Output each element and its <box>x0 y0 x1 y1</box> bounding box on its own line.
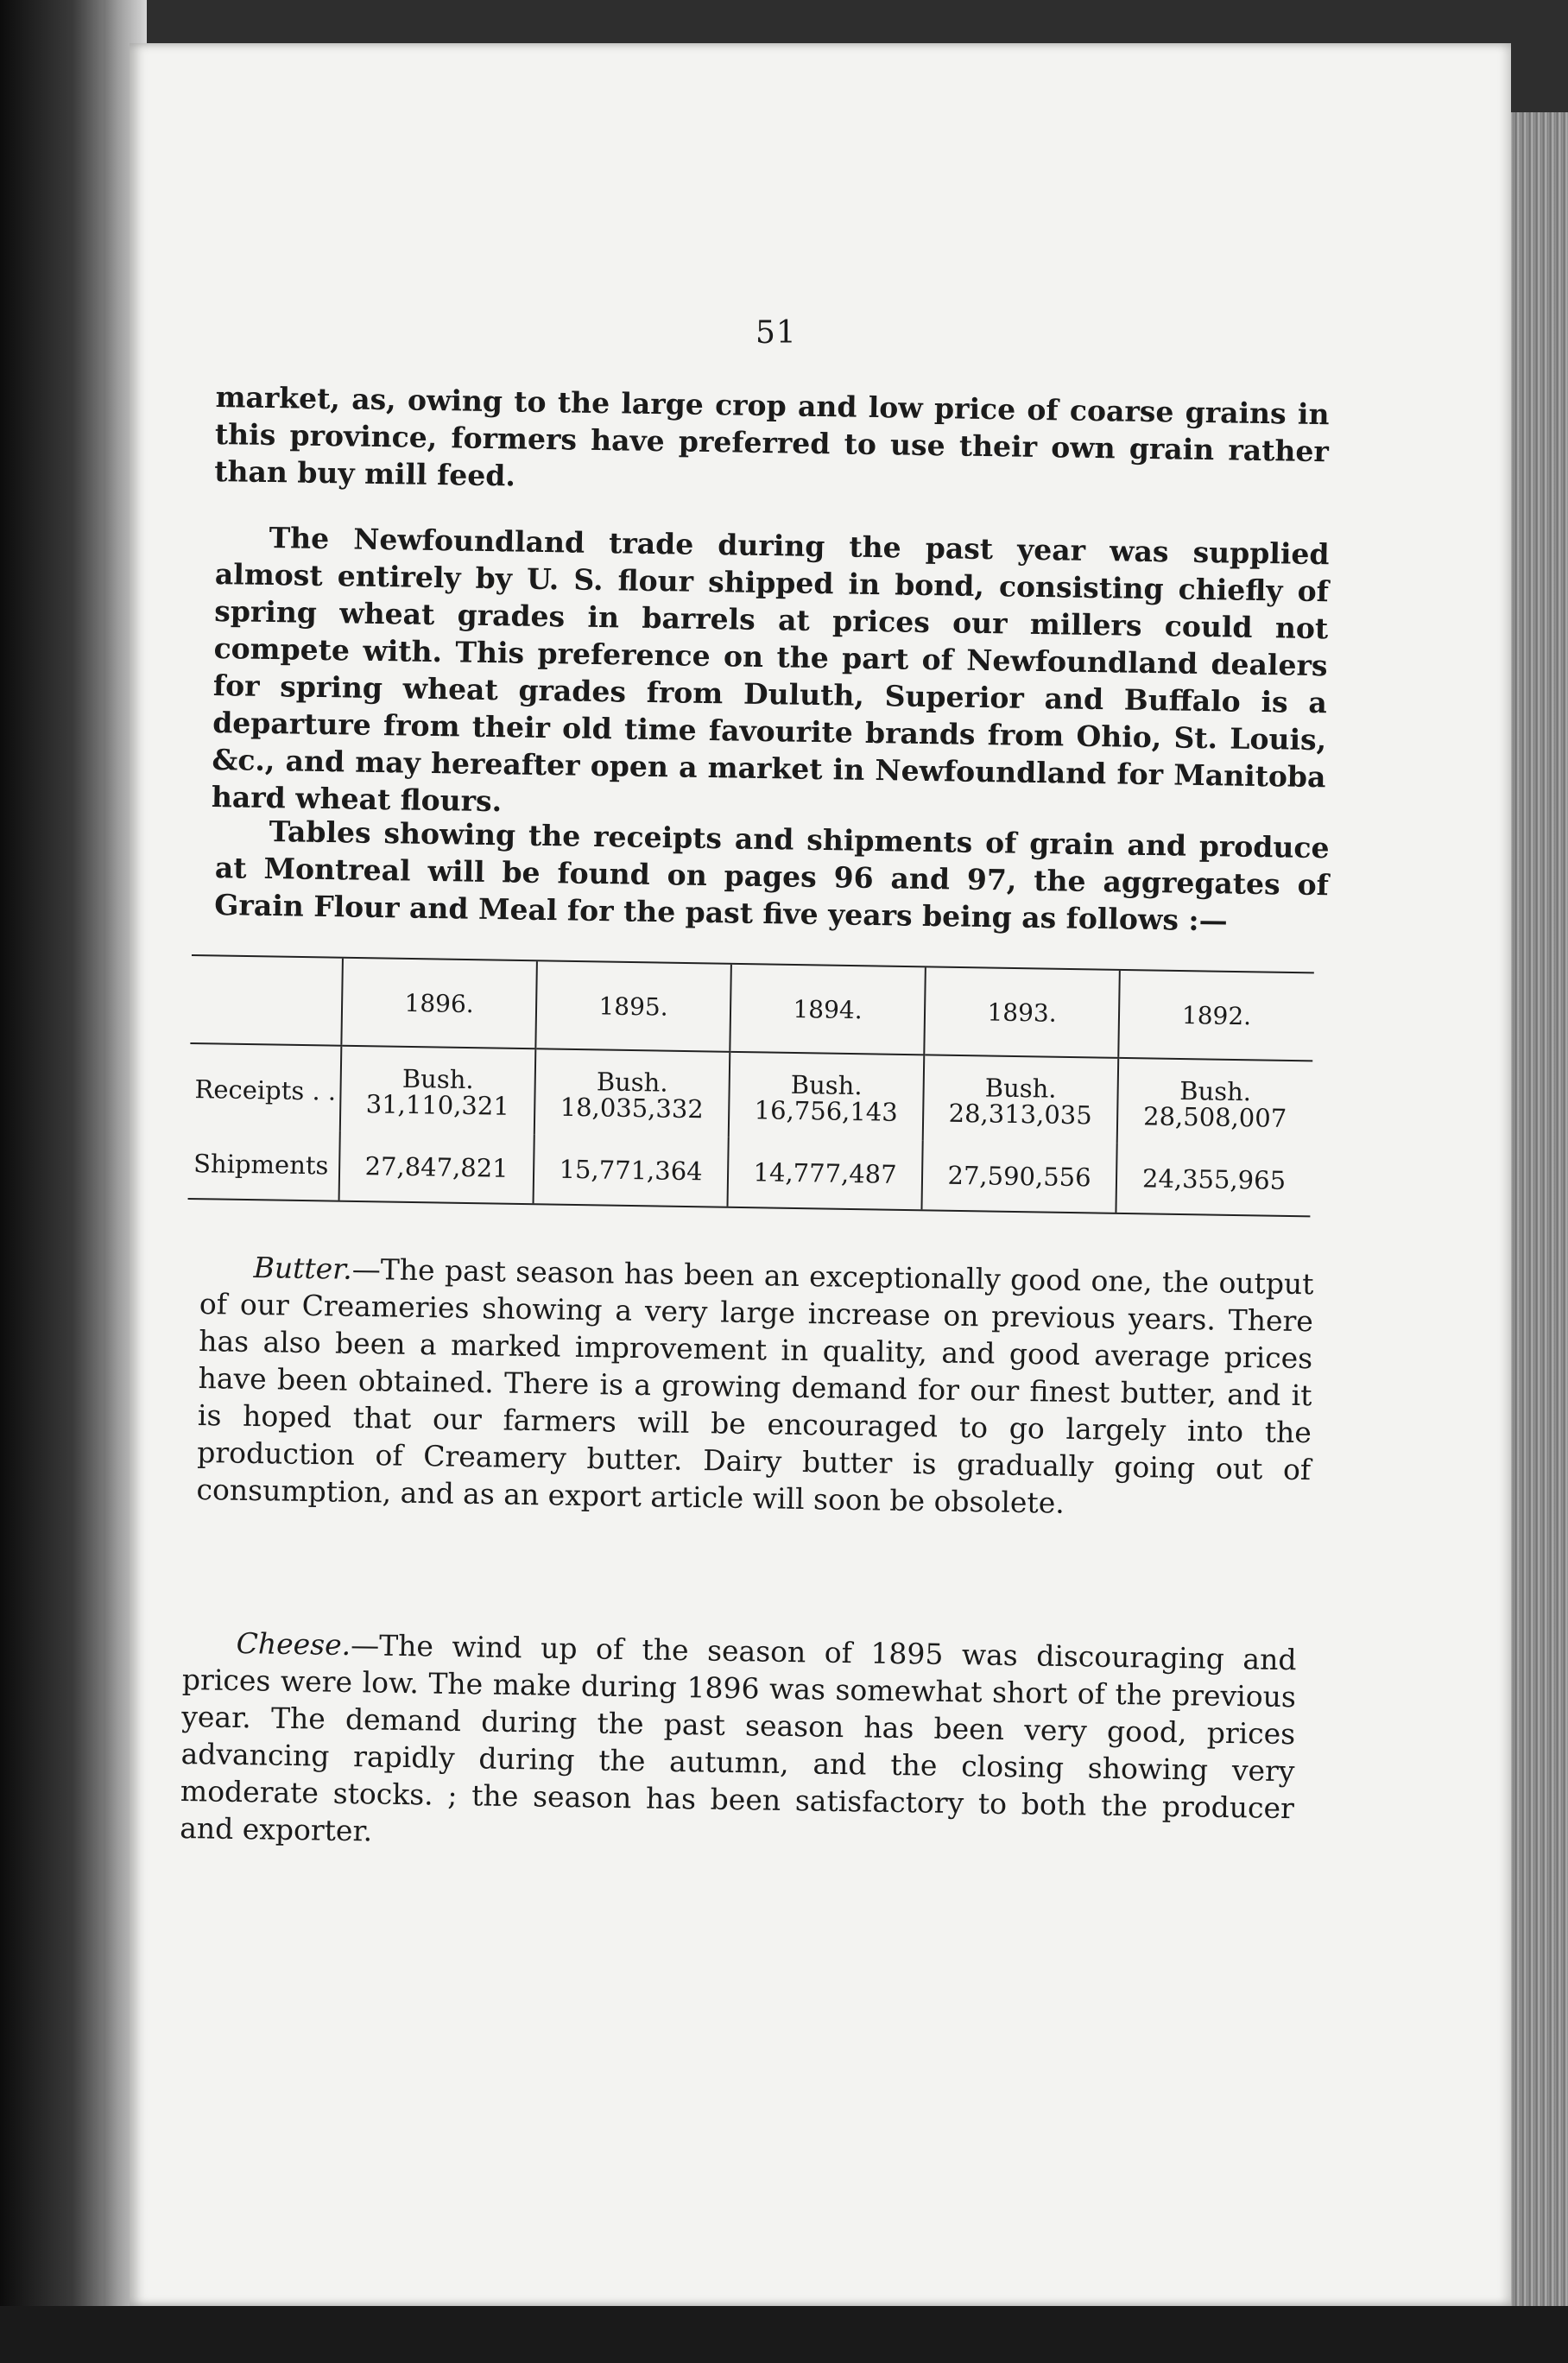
cheese-text: —The wind up of the season of 1895 was discouraging and prices were low. The make during 1896 was somewhat short of the previous year. The demand during the past season has been very good, prices advancing rapidly during the autumn, and the closing showing very moderate stocks. ; the season has been satisfactory to both the producer and exporter. <box>179 1628 1297 1848</box>
year-header: 1894. <box>730 965 926 1055</box>
grain-aggregates-table <box>188 954 1314 1217</box>
paragraph-tables: Tables showing the receipts and shipments of grain and produce at Montreal will be found on pages 96 and 97, the aggregates of Grain Flour and Meal for the past five years being as follows :— <box>214 814 1330 938</box>
table-cell <box>923 1055 1119 1143</box>
butter-text: —The past season has been an exceptionally good one, the output of our Creameries showing a very large increase on previous years. There has also been a marked improvement in quality, and good average prices have been obtained. There is a growing demand for our finest butter, and it is hoped that our farmers will be encouraged to go largely into the production of Creamery butter. Dairy butter is gradually going out of consumption, and as an export article will soon be obsolete. <box>196 1251 1314 1520</box>
paragraph-newfoundland: The Newfoundland trade during the past year was supplied almost entirely by U. S. flour shipped in bond, consisting chiefly of spring wheat grades in barrels at prices our millers could not compete with. This preference on the part of Newfoundland dealers for spring wheat grades from Duluth, Superior and Buffalo is a departure from their old time favourite brands from Ohio, St. Louis, &c., and may hereafter open a market in Newfoundland for Manitoba hard wheat flours. <box>211 520 1330 819</box>
cell-value: 28,508,007 <box>1142 1101 1287 1133</box>
cell-value: 28,313,035 <box>948 1098 1092 1131</box>
table-corner <box>190 956 343 1046</box>
cell-value: 18,035,332 <box>560 1092 705 1124</box>
cell-value: 14,777,487 <box>727 1137 922 1210</box>
row-label-shipments: Shipments <box>193 1149 329 1181</box>
grain-table <box>188 956 1314 1215</box>
unit-label: Bush. <box>1179 1075 1252 1107</box>
cheese-heading: Cheese. <box>236 1625 351 1663</box>
page-number: 51 <box>756 315 797 351</box>
unit-label: Bush. <box>596 1067 668 1098</box>
cell-value: 27,847,821 <box>339 1131 534 1204</box>
unit-label: Bush. <box>790 1069 863 1101</box>
table-cell <box>1117 1058 1313 1147</box>
year-header: 1896. <box>341 959 537 1049</box>
cell-value: 15,771,364 <box>534 1134 729 1207</box>
unit-label: Bush. <box>984 1073 1057 1104</box>
paragraph-butter <box>196 1248 1314 1525</box>
cell-value: 31,110,321 <box>365 1089 510 1121</box>
book-block-edge <box>1507 112 1568 2306</box>
unit-label: Bush. <box>401 1063 474 1095</box>
scanner-shadow <box>0 0 104 2363</box>
scan-bottom-shadow <box>0 2306 1568 2363</box>
paragraph-cheese <box>180 1624 1297 1864</box>
table-cell <box>534 1048 730 1137</box>
table-cell <box>340 1046 536 1135</box>
cell-value: 27,590,556 <box>921 1140 1116 1213</box>
year-header: 1895. <box>535 961 731 1052</box>
butter-heading: Butter. <box>253 1250 353 1286</box>
row-label-receipts: Receipts . . <box>194 1074 337 1106</box>
cell-value: 16,756,143 <box>754 1095 899 1127</box>
table-cell <box>729 1052 925 1141</box>
cell-value: 24,355,965 <box>1116 1143 1311 1216</box>
paragraph-market: market, as, owing to the large crop and low price of coarse grains in this province, formers have preferred to use their own grain rather than buy mill feed. <box>214 379 1330 493</box>
year-header: 1893. <box>924 967 1120 1058</box>
year-header: 1892. <box>1118 971 1314 1061</box>
